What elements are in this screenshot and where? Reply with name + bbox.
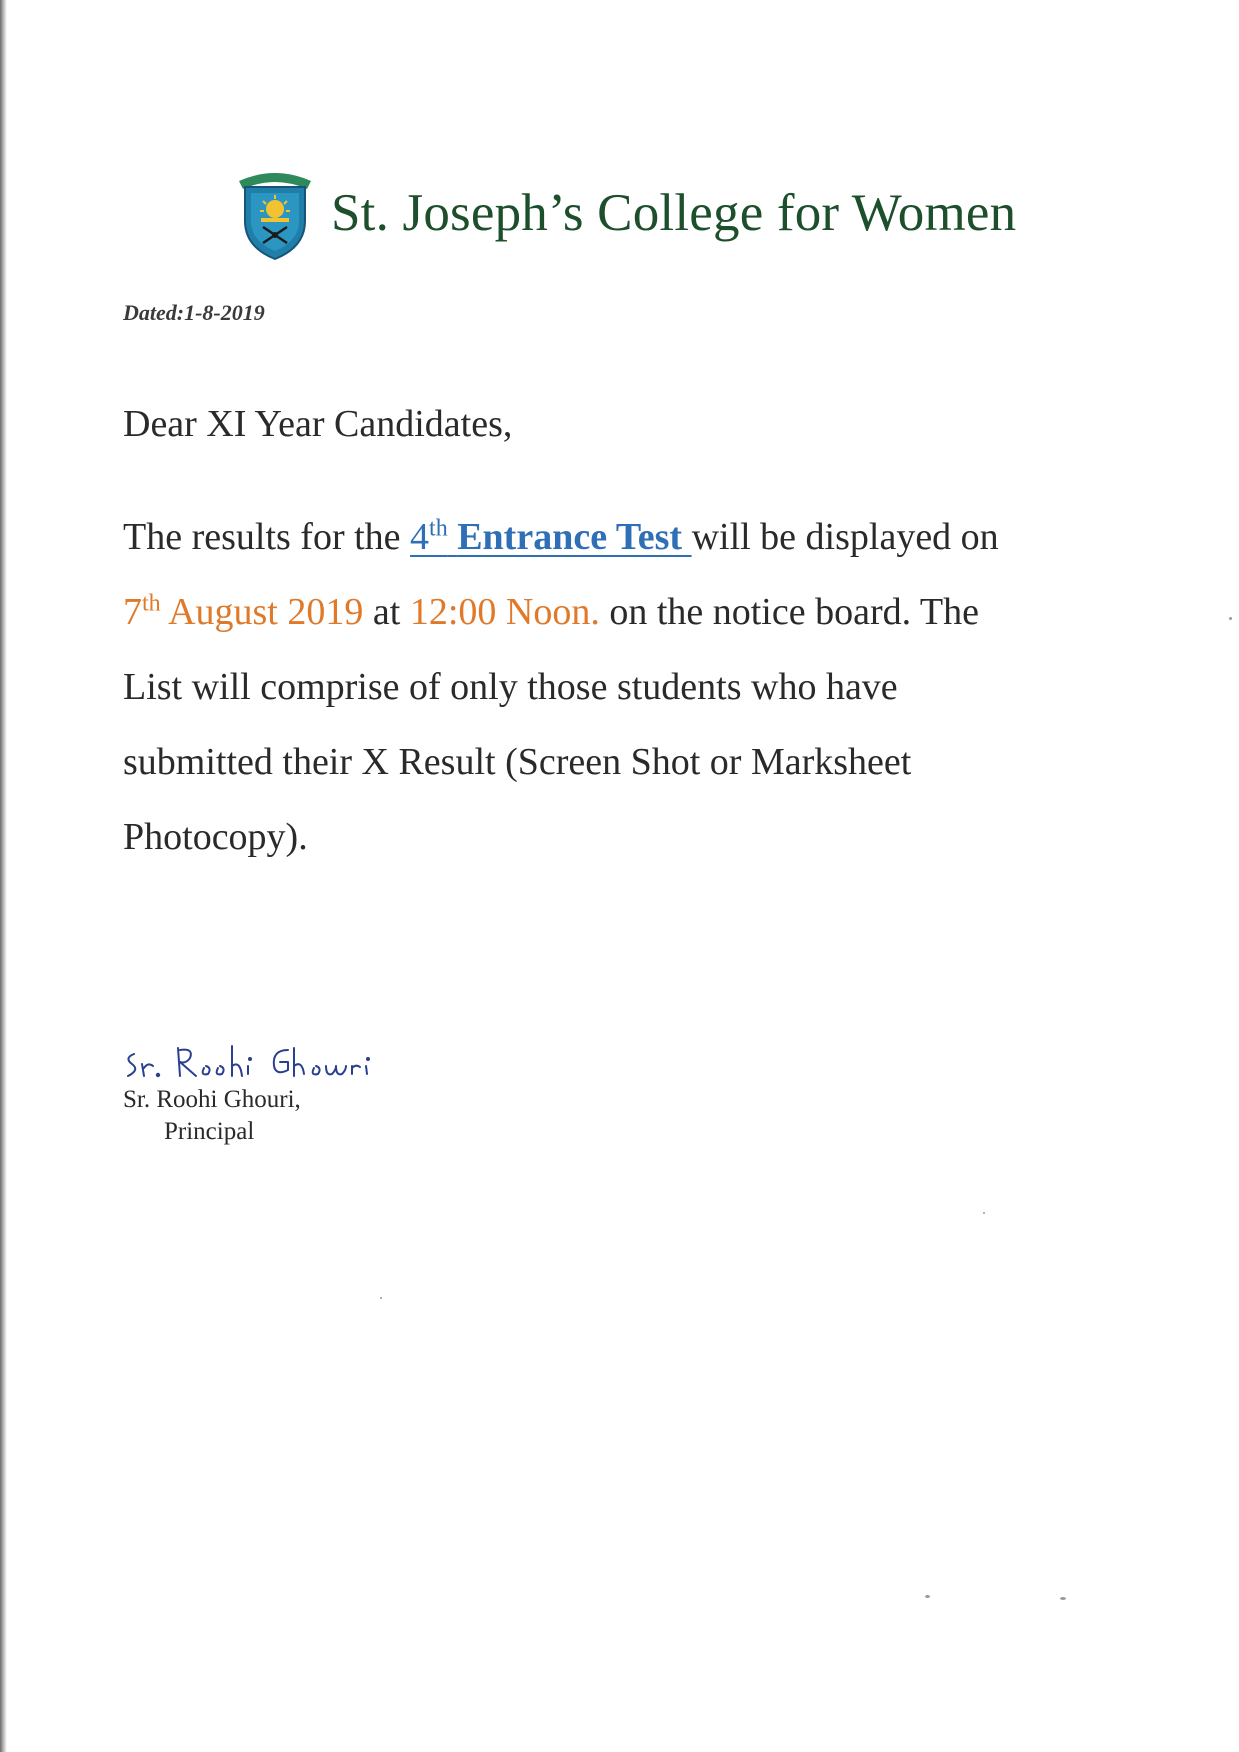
signer-name: Sr. Roohi Ghouri,	[123, 1086, 301, 1113]
scan-speck	[380, 1297, 382, 1299]
test-number-suffix: th	[429, 515, 448, 542]
college-name: St. Joseph’s College for Women	[331, 184, 1017, 242]
scan-speck	[1060, 1597, 1066, 1600]
scan-speck	[983, 1212, 985, 1214]
body-text: will be displayed on	[691, 516, 999, 558]
result-date	[123, 591, 363, 633]
scan-left-edge	[0, 0, 7, 1752]
college-crest-icon	[233, 163, 317, 263]
body-text: on the notice board. The	[599, 591, 979, 633]
body-text: The results for the	[123, 516, 411, 558]
entrance-test-reference	[410, 516, 692, 558]
handwritten-signature	[120, 1040, 380, 1086]
signer-title: Principal	[164, 1118, 255, 1145]
test-name: Entrance Test	[457, 516, 692, 558]
body-line: Photocopy).	[123, 816, 308, 858]
body-line	[123, 500, 1153, 575]
letter-date: Dated:1-8-2019	[123, 300, 265, 325]
scan-speck	[925, 1595, 930, 1598]
letterhead	[233, 163, 1016, 263]
scan-speck	[1229, 617, 1232, 620]
body-line	[123, 575, 1153, 650]
body-line: submitted their X Result (Screen Shot or Marksheet	[123, 741, 912, 783]
date-suffix: th	[142, 590, 161, 617]
letter-body	[123, 500, 1153, 875]
salutation: Dear XI Year Candidates,	[123, 403, 513, 445]
body-line: List will comprise of only those students who have	[123, 666, 898, 708]
result-time: 12:00 Noon.	[409, 591, 600, 633]
body-text: at	[363, 591, 410, 633]
date-rest: August 2019	[160, 591, 364, 633]
date-day: 7	[123, 591, 142, 633]
test-number: 4	[410, 516, 430, 558]
